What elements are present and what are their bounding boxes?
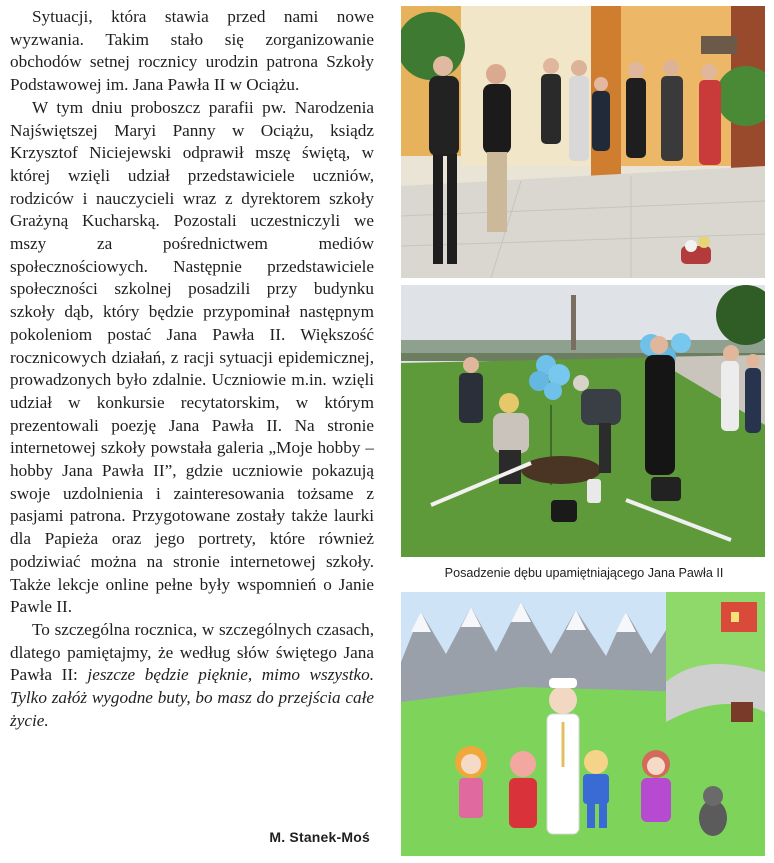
photo-mass-indoors (401, 6, 765, 278)
closing-text: To szczególna rocznica, w szczególnych czasach, dlatego pamiętajmy, że według słów świętego Jana Pawła II: (10, 619, 374, 685)
photo-oak-planting (401, 285, 765, 557)
photo-child-drawing (401, 592, 765, 856)
article-body (10, 6, 374, 733)
author-signature: M. Stanek-Moś (269, 829, 370, 845)
photo-caption: Posadzenie dębu upamiętniającego Jana Pawła II (444, 566, 724, 580)
paragraph-intro: Sytuacji, która stawia przed nami nowe wyzwania. Takim stało się zorganizowanie obchodów setnej rocznicy urodzin patrona Szkoły Podstawowej im. Jana Pawła II w Ociążu. (10, 7, 374, 95)
paragraph-main: W tym dniu proboszcz parafii pw. Narodzenia Najświętszej Maryi Panny w Ociążu, ksiądz Krzysztof Niciejewski odprawił mszę świętą, w której wzięli udział przedstawiciele uczniów, rodziców i nauczycieli wraz z dyrektorem szkoły Grażyną Kucharską. Pozostali uczestniczyli we mszy za pośrednictwem mediów społecznościowych. Następnie przedstawiciele społeczności szkolnej posadzili przy budynku szkoły dąb, który będzie przypominał następnym pokoleniom postać Jana Pawła II. Większość rocznicowych działań, z racji sytuacji epidemicznej, prowadzonych było zdalnie. Uczniowie m.in. wzięli udział w konkursie recytatorskim, w którym prezentowali poezję Jana Pawła II. Na stronie internetowej szkoły powstała galeria „Moje hobby – hobby Jana Pawła II”, gdzie uczniowie pokazują swoje uzdolnienia i zainteresowania tożsame z pasjami patrona. Przygotowane zostały także laurki dla Papieża oraz jego portrety, które również podziwiać można na stronie internetowej szkoły. Także lekcje online pełne były wspomnień o Janie Pawle II. (10, 97, 374, 617)
papal-quote: jeszcze będzie pięknie, mimo wszystko. Tylko załóż wygodne buty, bo masz do przejścia całe życie. (10, 665, 374, 730)
paragraph-closing (10, 619, 374, 733)
